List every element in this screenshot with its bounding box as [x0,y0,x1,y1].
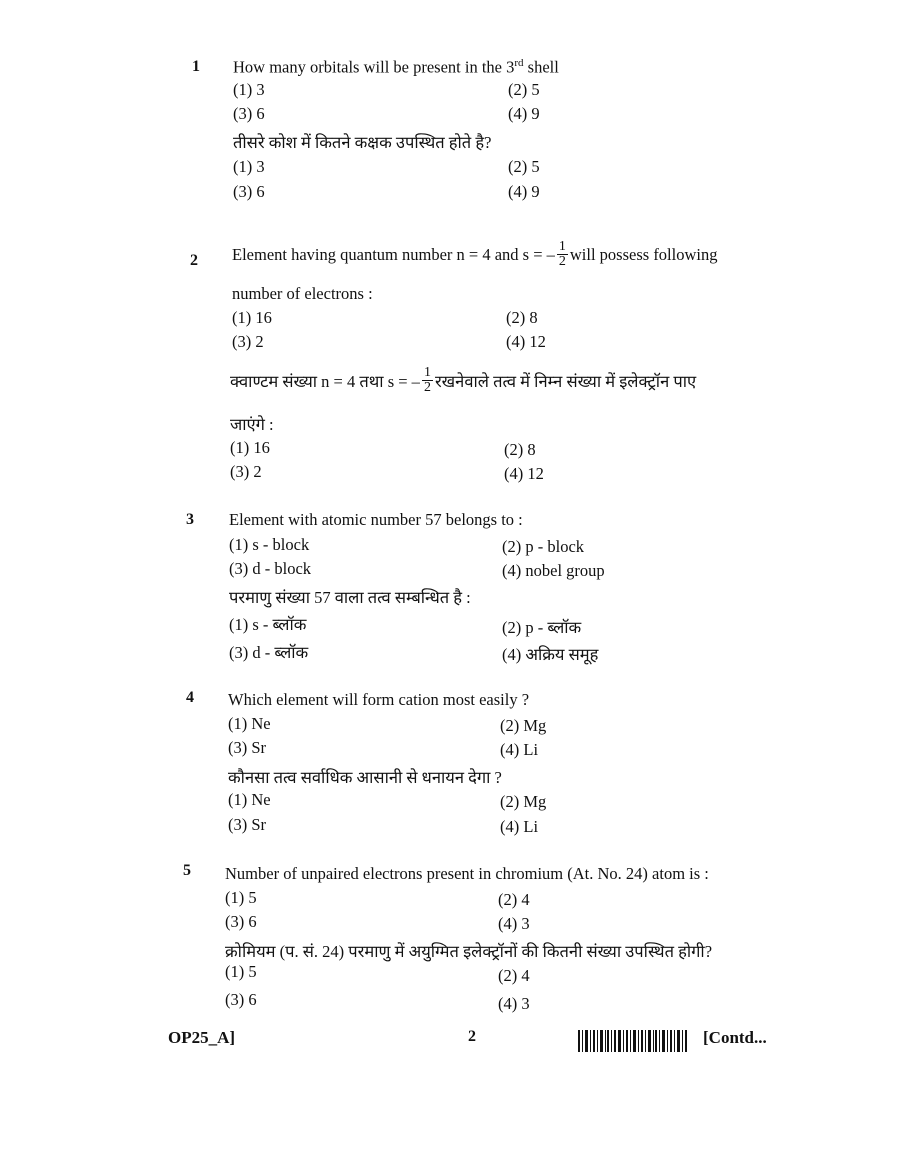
option-3: (3) Sr [228,738,267,757]
option-3: (3) 2 [232,332,264,351]
question-stem-hi-line2: जाएंगे : [230,415,274,434]
option-3: (3) 6 [233,104,265,123]
question-stem-en: Number of unpaired electrons present in chromium (At. No. 24) atom is : [225,864,709,883]
option-4-hi: (4) 12 [504,464,544,483]
question-stem-hi: क्वाण्टम संख्या n = 4 तथा s = – $\frac{1}{2}$ रखनेवाले तत्व में निम्न संख्या में इलेक्ट्रॉन पाए [230,365,697,395]
barcode-icon [578,1030,688,1052]
option-3-hi: (3) d - ब्लॉक [229,643,309,662]
question-stem-hi: तीसरे कोश में कितने कक्षक उपस्थित होते है? [233,133,492,152]
question-stem-en: Which element will form cation most easily ? [228,690,530,709]
option-1-hi: (1) 16 [230,438,270,457]
continued-label: [Contd... [703,1028,767,1047]
option-2-hi: (2) 5 [508,157,540,176]
question-stem-en-line2: number of electrons : [232,284,373,303]
option-1: (1) 3 [233,80,265,99]
option-1-hi: (1) Ne [228,790,271,809]
option-2-hi: (2) 4 [498,966,530,985]
option-1: (1) Ne [228,714,271,733]
option-3-hi: (3) 6 [233,182,265,201]
option-4: (4) nobel group [502,561,605,580]
option-3: (3) 6 [225,912,257,931]
option-2: (2) 4 [498,890,530,909]
question-stem-en: Element with atomic number 57 belongs to : [229,510,523,529]
option-3-hi: (3) Sr [228,815,267,834]
question-number: 4 [186,689,194,706]
option-1-hi: (1) 3 [233,157,265,176]
option-3: (3) d - block [229,559,312,578]
option-4: (4) 3 [498,914,530,933]
option-4-hi: (4) Li [500,817,539,836]
page-footer [0,1028,900,1058]
option-2-hi: (2) 8 [504,440,536,459]
option-3-hi: (3) 2 [230,462,262,481]
question-stem-hi: क्रोमियम (प. सं. 24) परमाणु में अयुग्मित इलेक्ट्रॉनों की कितनी संख्या उपस्थित होगी? [225,942,713,961]
page-number: 2 [468,1028,476,1045]
question-number: 1 [192,58,200,75]
option-2-hi: (2) p - ब्लॉक [502,618,582,637]
question-stem-hi: परमाणु संख्या 57 वाला तत्व सम्बन्धित है : [229,588,471,607]
fraction: $\frac{1}{2}$ [558,239,566,269]
option-4: (4) Li [500,740,539,759]
option-1: (1) 5 [225,888,257,907]
option-2-hi: (2) Mg [500,792,547,811]
question-number: 3 [186,511,194,528]
option-4-hi: (4) 3 [498,994,530,1013]
option-3-hi: (3) 6 [225,990,257,1009]
question-number: 5 [183,862,191,879]
fraction: $\frac{1}{2}$ [423,365,431,395]
option-1: (1) 16 [232,308,272,327]
option-2: (2) 5 [508,80,540,99]
option-2: (2) 8 [506,308,538,327]
option-1: (1) s - block [229,535,310,554]
option-2: (2) Mg [500,716,547,735]
paper-code: OP25_A] [168,1028,236,1047]
question-stem-en: How many orbitals will be present in the 3rd shell [233,57,559,77]
question-number: 2 [190,252,198,269]
question-stem-en: Element having quantum number n = 4 and s = – $\frac{1}{2}$ will possess following [232,239,718,269]
option-4: (4) 9 [508,104,540,123]
option-4: (4) 12 [506,332,546,351]
question-stem-hi: कौनसा तत्व सर्वाधिक आसानी से धनायन देगा ? [228,768,502,787]
option-1-hi: (1) s - ब्लॉक [229,615,307,634]
option-1-hi: (1) 5 [225,962,257,981]
option-4-hi: (4) अक्रिय समूह [502,645,599,664]
option-4-hi: (4) 9 [508,182,540,201]
option-2: (2) p - block [502,537,585,556]
